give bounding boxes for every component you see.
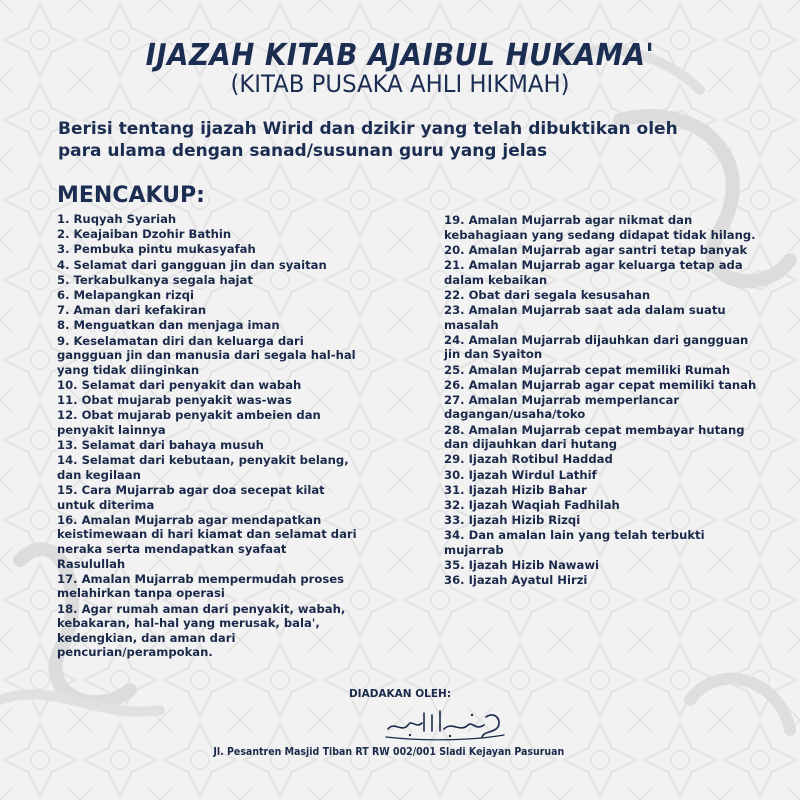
- list-item: 11. Obat mujarab penyakit was-was: [57, 393, 292, 408]
- list-item: 27. Amalan Mujarrab memperlancar dagangan/usaha/toko: [444, 392, 680, 422]
- organizer-label: DIADAKAN OLEH:: [348, 688, 452, 700]
- list-item: 33. Ijazah Hizib Rizqi: [444, 513, 581, 528]
- list-heading: MENCAKUP:: [57, 183, 205, 208]
- list-item: 12. Obat mujarab penyakit ambeien dan penyakit lainnya: [57, 408, 321, 437]
- page-subtitle: (KITAB PUSAKA AHLI HIKMAH): [230, 70, 570, 98]
- list-item: 7. Aman dari kefakiran: [57, 303, 207, 318]
- list-item: 8. Menguatkan dan menjaga iman: [57, 318, 280, 333]
- list-item: 19. Amalan Mujarrab agar nikmat dan kebahagiaan yang sedang didapat tidak hilang.: [444, 213, 756, 242]
- list-right-column: [444, 213, 764, 589]
- list-item: 34. Dan amalan lain yang telah terbukti mujarrab: [444, 528, 705, 557]
- list-item: 22. Obat dari segala kesusahan: [444, 287, 651, 302]
- list-item: 4. Selamat dari gangguan jin dan syaitan: [57, 257, 327, 272]
- list-item: 9. Keselamatan diri dan keluarga dari gangguan jin dan manusia dari segala hal-hal yang tidak diinginkan: [57, 333, 356, 377]
- list-item: 25. Amalan Mujarrab cepat memiliki Rumah: [444, 362, 731, 377]
- list-item: 28. Amalan Mujarrab cepat membayar hutang dan dijauhkan dari hutang: [444, 422, 745, 452]
- list-item: 30. Ijazah Wirdul Lathif: [444, 467, 597, 482]
- list-item: 21. Amalan Mujarrab agar keluarga tetap ada dalam kebaikan: [444, 257, 743, 287]
- intro-line-2: para ulama dengan sanad/susunan guru yang jelas: [58, 141, 548, 161]
- list-item: 6. Melapangkan rizqi: [57, 287, 194, 302]
- list-item: 5. Terkabulkanya segala hajat: [57, 272, 253, 287]
- list-item: 18. Agar rumah aman dari penyakit, wabah, kebakaran, hal-hal yang merusak, bala', kedengkian, dan aman dari pencurian/perampokan.: [57, 601, 346, 660]
- list-item: 15. Cara Mujarrab agar doa secepat kilat untuk diterima: [57, 483, 325, 512]
- list-item: 23. Amalan Mujarrab saat ada dalam suatu masalah: [444, 302, 726, 332]
- list-item: 13. Selamat dari bahaya musuh: [57, 438, 264, 453]
- intro-line-1: Berisi tentang ijazah Wirid dan dzikir yang telah dibuktikan oleh: [58, 119, 678, 139]
- list-item: 29. Ijazah Rotibul Haddad: [444, 452, 613, 467]
- list-item: 36. Ijazah Ayatul Hirzi: [444, 573, 588, 588]
- list-item: 24. Amalan Mujarrab dijauhkan dari gangguan jin dan Syaiton: [444, 332, 749, 362]
- page-title: IJAZAH KITAB AJAIBUL HUKAMA': [145, 38, 655, 73]
- list-item: 2. Keajaiban Dzohir Bathin: [57, 227, 232, 242]
- list-item: 26. Amalan Mujarrab agar cepat memiliki tanah: [444, 377, 757, 392]
- list-item: 1. Ruqyah Syariah: [57, 212, 177, 226]
- list-item: 31. Ijazah Hizib Bahar: [444, 482, 587, 497]
- list-item: 35. Ijazah Hizib Nawawi: [444, 558, 600, 573]
- list-item: 32. Ijazah Waqiah Fadhilah: [444, 498, 620, 512]
- organization-seal-logo: [380, 703, 510, 743]
- list-item: 16. Amalan Mujarrab agar mendapatkan keistimewaan di hari kiamat dan selamat dari neraka serta mendapatkan syafaat Rasulullah: [57, 512, 357, 571]
- organizer-address: Jl. Pesantren Masjid Tiban RT RW 002/001 Sladi Kejayan Pasuruan: [213, 746, 565, 758]
- list-left-column: [57, 212, 357, 661]
- list-item: 14. Selamat dari kebutaan, penyakit belang, dan kegilaan: [57, 453, 349, 482]
- list-item: 20. Amalan Mujarrab agar santri tetap banyak: [444, 242, 748, 257]
- list-item: 10. Selamat dari penyakit dan wabah: [57, 377, 302, 392]
- intro-paragraph: [58, 118, 778, 162]
- list-item: 3. Pembuka pintu mukasyafah: [57, 242, 256, 257]
- list-item: 17. Amalan Mujarrab mempermudah proses melahirkan tanpa operasi: [57, 571, 345, 601]
